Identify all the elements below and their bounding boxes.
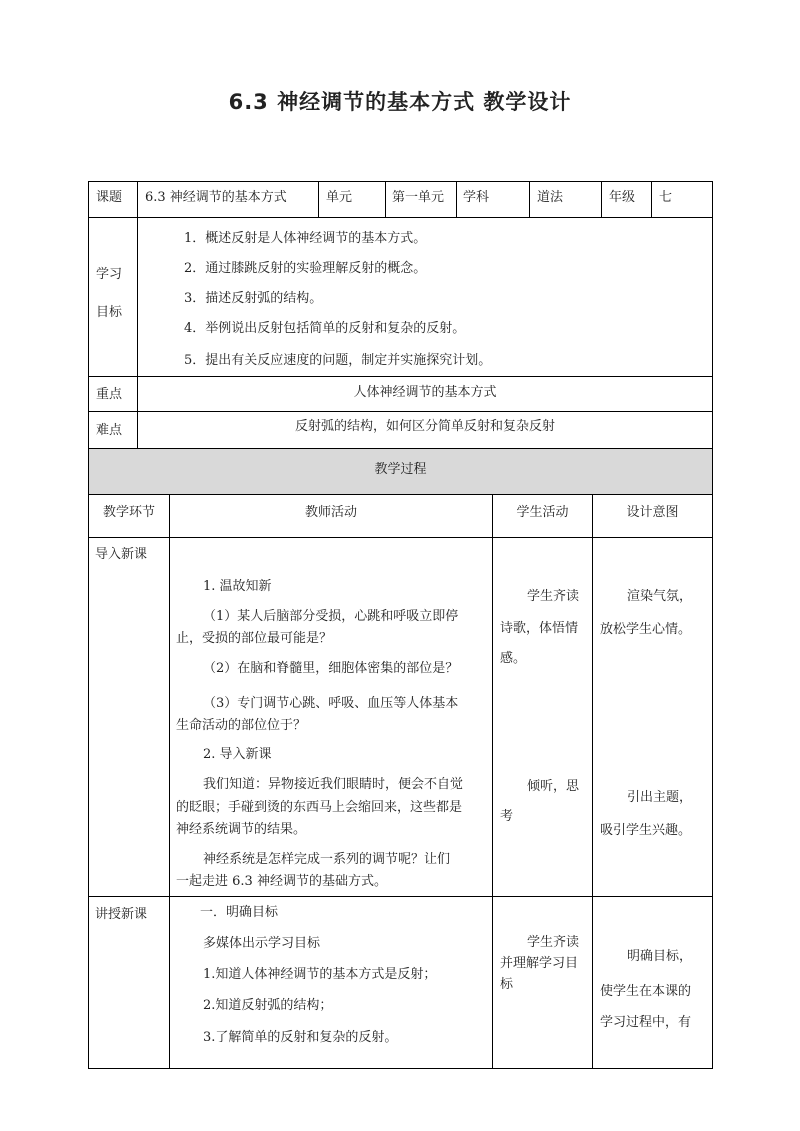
teacher-line: 2. 导入新课 xyxy=(203,747,272,762)
stage-label: 讲授新课 xyxy=(95,907,148,922)
student-line: 诗歌，体悟情 xyxy=(500,621,579,636)
intent-line: 明确目标， xyxy=(627,949,693,964)
teacher-line: 3.了解简单的反射和复杂的反射。 xyxy=(203,1030,398,1045)
teacher-line: 1. 温故知新 xyxy=(203,579,272,594)
grade-label: 年级 xyxy=(609,190,636,205)
teacher-line: 2.知道反射弧的结构； xyxy=(203,998,333,1013)
intent-line: 吸引学生兴趣。 xyxy=(600,823,692,838)
teacher-line: 神经系统调节的结果。 xyxy=(176,822,307,837)
goal-item: 2．通过膝跳反射的实验理解反射的概念。 xyxy=(184,261,427,276)
teacher-line: 我们知道：异物接近我们眼睛时，便会不自觉 xyxy=(203,777,464,792)
key-point-label: 重点 xyxy=(96,387,123,402)
teacher-line: 多媒体出示学习目标 xyxy=(203,936,321,951)
column-header: 学生活动 xyxy=(516,505,569,520)
intent-line: 学习过程中，有 xyxy=(600,1015,692,1030)
goal-item: 3．描述反射弧的结构。 xyxy=(184,291,323,306)
unit-value: 第一单元 xyxy=(392,190,445,205)
student-line: 考 xyxy=(500,809,514,824)
student-line: 感。 xyxy=(500,651,527,666)
teacher-line: 生命活动的部位位于？ xyxy=(176,718,307,733)
teacher-line: 的眨眼；手碰到烫的东西马上会缩回来，这些都是 xyxy=(176,800,463,815)
topic-label: 课题 xyxy=(96,190,123,205)
teacher-line: 神经系统是怎样完成一系列的调节呢？让们 xyxy=(203,852,451,867)
column-header: 教师活动 xyxy=(304,505,357,520)
difficulty-label: 难点 xyxy=(96,423,123,438)
student-line: 并理解学习目 xyxy=(500,956,579,971)
intent-line: 放松学生心情。 xyxy=(600,622,692,637)
topic-value: 6.3 神经调节的基本方式 xyxy=(145,190,287,205)
column-header: 设计意图 xyxy=(626,505,679,520)
goals-label: 目标 xyxy=(96,305,123,320)
goals-label: 学习 xyxy=(96,267,123,282)
subject-value: 道法 xyxy=(537,190,564,205)
subject-label: 学科 xyxy=(463,190,490,205)
goal-item: 4．举例说出反射包括简单的反射和复杂的反射。 xyxy=(184,321,466,336)
student-line: 标 xyxy=(500,977,514,992)
process-header: 教学过程 xyxy=(374,462,427,477)
teacher-line: 一．明确目标 xyxy=(200,905,279,920)
student-line: 学生齐读 xyxy=(527,589,580,604)
intent-line: 使学生在本课的 xyxy=(600,984,692,999)
goal-item: 5．提出有关反应速度的问题，制定并实施探究计划。 xyxy=(184,353,492,368)
student-line: 倾听，思 xyxy=(527,779,580,794)
teacher-line: （2）在脑和脊髓里，细胞体密集的部位是？ xyxy=(203,661,459,676)
teacher-line: 1.知道人体神经调节的基本方式是反射； xyxy=(203,967,437,982)
intent-line: 引出主题， xyxy=(627,790,693,805)
unit-label: 单元 xyxy=(326,190,353,205)
column-header: 教学环节 xyxy=(102,505,155,520)
stage-label: 导入新课 xyxy=(95,547,148,562)
grade-value: 七 xyxy=(659,190,673,205)
intent-line: 渲染气氛， xyxy=(627,589,693,604)
student-line: 学生齐读 xyxy=(527,935,580,950)
difficulty-value: 反射弧的结构，如何区分简单反射和复杂反射 xyxy=(294,419,555,434)
page-title: 6.3 神经调节的基本方式 教学设计 xyxy=(228,90,572,114)
goal-item: 1．概述反射是人体神经调节的基本方式。 xyxy=(184,231,427,246)
teacher-line: （3）专门调节心跳、呼吸、血压等人体基本 xyxy=(203,696,459,711)
teacher-line: 一起走进 6.3 神经调节的基础方式。 xyxy=(176,874,387,889)
teacher-line: 止，受损的部位最可能是？ xyxy=(176,631,333,646)
teacher-line: （1）某人后脑部分受损，心跳和呼吸立即停 xyxy=(203,609,459,624)
key-point-value: 人体神经调节的基本方式 xyxy=(353,385,497,400)
